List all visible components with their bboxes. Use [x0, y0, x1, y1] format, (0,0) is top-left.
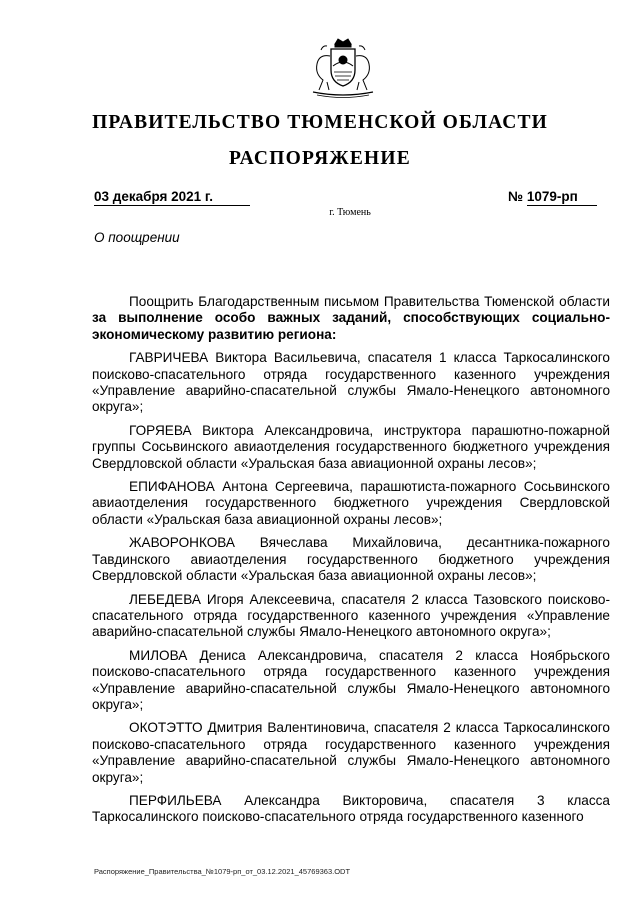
award-item: ОКОТЭТТО Дмитрия Валентиновича, спасателя 2 класса Таркосалинского поисково-спасательного отряда государственного казенного учреждения «Управление аварийно-спасательной службы Ямало-Ненецкого автономного округа»; [92, 720, 610, 785]
award-item: ЛЕБЕДЕВА Игоря Алексеевича, спасателя 2 класса Тазовского поисково-спасательного отряда государственного казенного учреждения «Управление аварийно-спасательной службы Ямало-Ненецкого автономного округа»; [92, 591, 610, 640]
document-subject: О поощрении [94, 230, 180, 245]
document-city: г. Тюмень [329, 207, 371, 218]
document-body [92, 294, 610, 833]
coat-of-arms-icon [305, 36, 381, 100]
award-item: ГАВРИЧЕВА Виктора Васильевича, спасателя 1 класса Таркосалинского поисково-спасательного отряда государственного казенного учреждения «Управление аварийно-спасательной службы Ямало-Ненецкого автономного округа»; [92, 350, 610, 415]
number-sign: № [508, 189, 524, 204]
award-item: ПЕРФИЛЬЕВА Александра Викторовича, спасателя 3 класса Таркосалинского поисково-спасательного отряда государственного казенного [92, 792, 610, 825]
award-item: ЖАВОРОНКОВА Вячеслава Михайловича, десантника-пожарного Тавдинского авиаотделения государственного бюджетного учреждения Свердловской области «Уральская база авиационной охраны лесов»; [92, 535, 610, 584]
organization-title: ПРАВИТЕЛЬСТВО ТЮМЕНСКОЙ ОБЛАСТИ [92, 112, 548, 133]
award-item: МИЛОВА Дениса Александровича, спасателя 2 класса Ноябрьского поисково-спасательного отряда государственного казенного учреждения «Управление аварийно-спасательной службы Ямало-Ненецкого автономного округа»; [92, 647, 610, 712]
award-item: ЕПИФАНОВА Антона Сергеевича, парашютиста-пожарного Сосьвинского авиаотделения государственного бюджетного учреждения Свердловской области «Уральская база авиационной охраны лесов»; [92, 479, 610, 527]
document-type-title: РАСПОРЯЖЕНИЕ [229, 148, 411, 169]
intro-bold-text: за выполнение особо важных заданий, способствующих социально-экономическому развитию региона: [92, 310, 610, 342]
intro-text: Поощрить Благодарственным письмом Правительства Тюменской области [129, 294, 610, 309]
file-name-footer: Распоряжение_Правительства_№1079-рп_от_03.12.2021_45769363.ODT [94, 867, 351, 876]
document-number-block [508, 188, 604, 206]
award-item: ГОРЯЕВА Виктора Александровича, инструктора парашютно-пожарной группы Сосьвинского авиаотделения государственного бюджетного учреждения Свердловской области «Уральская база авиационной охраны лесов»; [92, 422, 610, 471]
document-number: 1079-рп [527, 188, 597, 206]
document-date: 03 декабря 2021 г. [94, 188, 250, 206]
intro-paragraph [92, 294, 610, 343]
